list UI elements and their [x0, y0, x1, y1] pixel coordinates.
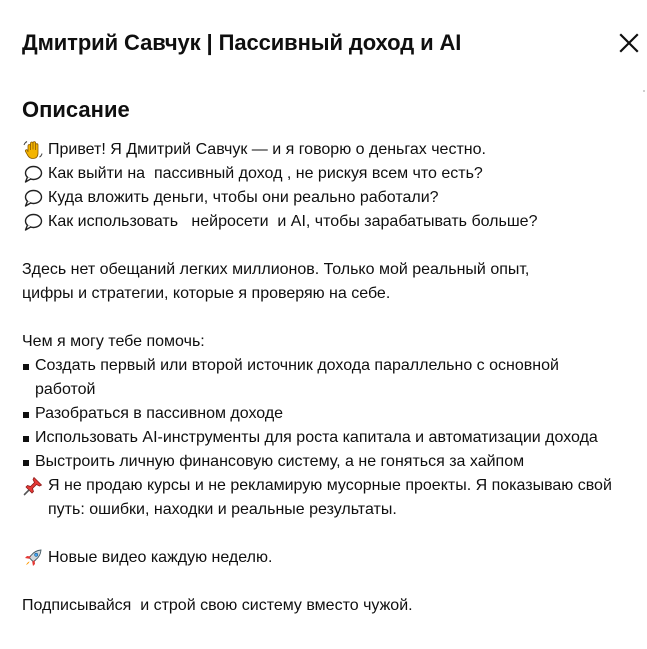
channel-title: Дмитрий Савчук | Пассивный доход и AI — [22, 30, 462, 55]
close-icon — [617, 31, 641, 55]
description-heading: Описание — [22, 97, 130, 122]
rocket-note — [22, 546, 622, 570]
bullet-marker — [23, 460, 29, 466]
close-button[interactable] — [612, 26, 646, 60]
intro-text: Куда вложить деньги, чтобы они реально работали? — [48, 189, 439, 206]
decorative-dot — [643, 90, 645, 92]
spacer — [22, 522, 622, 546]
spacer — [22, 306, 622, 330]
intro-line — [22, 138, 622, 162]
spacer — [22, 234, 622, 258]
intro-text: Как использовать нейросети и AI, чтобы зарабатывать больше? — [48, 213, 538, 230]
description-body — [22, 138, 622, 618]
speech-bubble-icon — [22, 162, 44, 186]
intro-text: Как выйти на пассивный доход , не рискуя всем что есть? — [48, 165, 483, 182]
list-item-text: Выстроить личную финансовую систему, а не гоняться за хайпом — [35, 453, 525, 470]
list-item — [22, 450, 622, 474]
bullet-marker — [23, 364, 29, 370]
list-item — [22, 402, 622, 426]
list-item — [22, 354, 622, 402]
spacer — [22, 570, 622, 594]
dialog-header — [22, 26, 587, 60]
waving-hand-icon — [22, 138, 44, 162]
closing-line: Подписывайся и строй свою систему вместо чужой. — [22, 597, 413, 614]
bullet-marker — [23, 436, 29, 442]
speech-bubble-icon — [22, 210, 44, 234]
pin-note-text: Я не продаю курсы и не рекламирую мусорные проекты. Я показываю свой путь: ошибки, находки и реальные результаты. — [48, 477, 612, 518]
list-item — [22, 426, 622, 450]
intro-line — [22, 186, 622, 210]
rocket-note-text: Новые видео каждую неделю. — [48, 549, 273, 566]
intro-text: Привет! Я Дмитрий Савчук — и я говорю о деньгах честно. — [48, 141, 486, 158]
help-heading: Чем я могу тебе помочь: — [22, 333, 205, 350]
list-item-text: Разобраться в пассивном доходе — [35, 405, 284, 422]
bullet-marker — [23, 412, 29, 418]
pushpin-icon — [22, 474, 44, 498]
intro-line — [22, 162, 622, 186]
rocket-icon — [22, 546, 44, 570]
list-item-text: Использовать AI-инструменты для роста капитала и автоматизации дохода — [35, 429, 598, 446]
list-item-text: Создать первый или второй источник дохода параллельно с основной работой — [35, 357, 559, 398]
speech-bubble-icon — [22, 186, 44, 210]
intro-paragraph: Здесь нет обещаний легких миллионов. Только мой реальный опыт, цифры и стратегии, которые я проверяю на себе. — [22, 261, 534, 302]
intro-line — [22, 210, 622, 234]
pin-note — [22, 474, 622, 522]
